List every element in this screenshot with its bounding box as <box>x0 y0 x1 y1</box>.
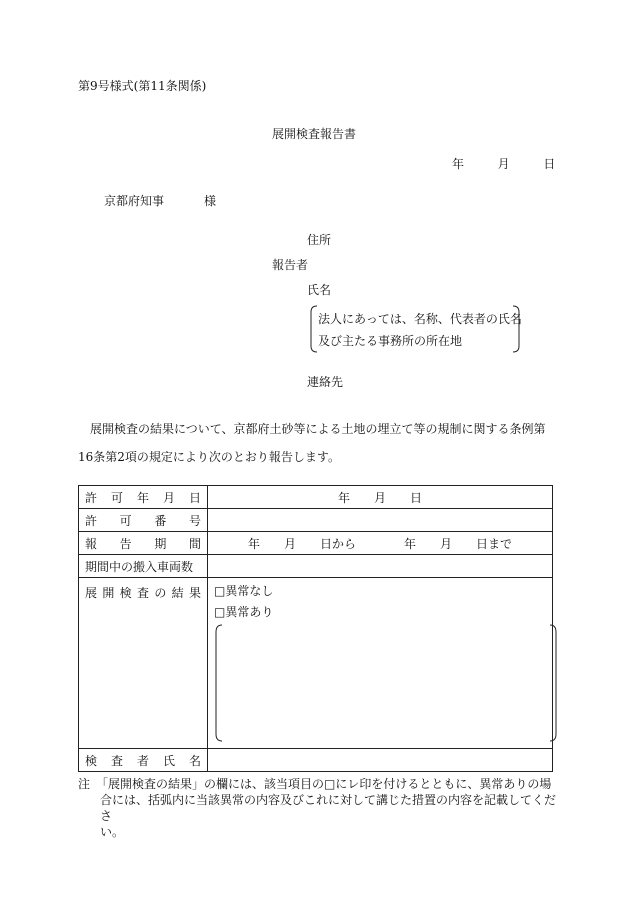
addressee-name: 京都府知事 <box>104 194 165 208</box>
table-row <box>79 486 553 509</box>
vehicle-count-field[interactable] <box>208 555 553 578</box>
document-title: 展開検査報告書 <box>272 127 357 141</box>
permit-number-field[interactable] <box>208 509 553 532</box>
note-line2: 合には、括弧内に当該異常の内容及びこれに対して講じた措置の内容を記載してくださ <box>100 793 557 823</box>
table-row <box>79 749 553 772</box>
permit-date-field[interactable]: 年 月 日 <box>208 486 553 509</box>
checkbox-abnormality[interactable]: □異常あり <box>214 605 274 619</box>
reporter-label: 報告者 <box>272 258 309 272</box>
row-label-inspection-result: 展開検査の結果 <box>79 578 208 749</box>
row-label-permit-date: 許可年月日 <box>79 486 208 509</box>
note-line1: 「展開検査の結果」の欄には、該当項目の□にレ印を付けるとともに、異常ありの場 <box>102 777 552 791</box>
contact-label: 連絡先 <box>307 375 344 389</box>
date-year: 年 <box>452 157 465 171</box>
table-row <box>79 532 553 555</box>
row-label-report-period: 報告期間 <box>79 532 208 555</box>
checkbox-no-abnormality[interactable]: □異常なし <box>214 584 274 598</box>
note-prefix: 注 <box>78 777 91 791</box>
report-table <box>78 485 553 772</box>
inspector-name-field[interactable] <box>208 749 553 772</box>
note-line3: い。 <box>100 825 125 839</box>
addressee-honorific: 様 <box>204 194 217 208</box>
bracket-note-line1: 法人にあっては、名称、代表者の氏名 <box>318 312 522 326</box>
table-row <box>79 578 553 749</box>
table-row <box>79 509 553 532</box>
note <box>78 776 556 840</box>
row-label-vehicle-count: 期間中の搬入車両数 <box>79 555 208 578</box>
bracket-note-line2: 及び主たる事務所の所在地 <box>318 334 463 348</box>
inspection-result-cell <box>208 578 553 749</box>
form-number: 第9号様式(第11条関係) <box>78 79 207 93</box>
body-paragraph: 展開検査の結果について、京都府土砂等による土地の埋立て等の規制に関する条例第16条第2項の規定により次のとおり報告します。 <box>78 422 546 464</box>
report-date <box>452 157 555 171</box>
date-month: 月 <box>497 157 510 171</box>
name-label: 氏名 <box>307 283 332 297</box>
table-row <box>79 555 553 578</box>
address-label: 住所 <box>307 233 332 247</box>
row-label-permit-number: 許可番号 <box>79 509 208 532</box>
date-day: 日 <box>543 157 556 171</box>
report-period-field[interactable]: 年 月 日から 年 月 日まで <box>208 532 553 555</box>
row-label-inspector-name: 検査者氏名 <box>79 749 208 772</box>
abnormality-detail-bracket[interactable] <box>214 624 558 742</box>
addressee <box>104 194 216 208</box>
